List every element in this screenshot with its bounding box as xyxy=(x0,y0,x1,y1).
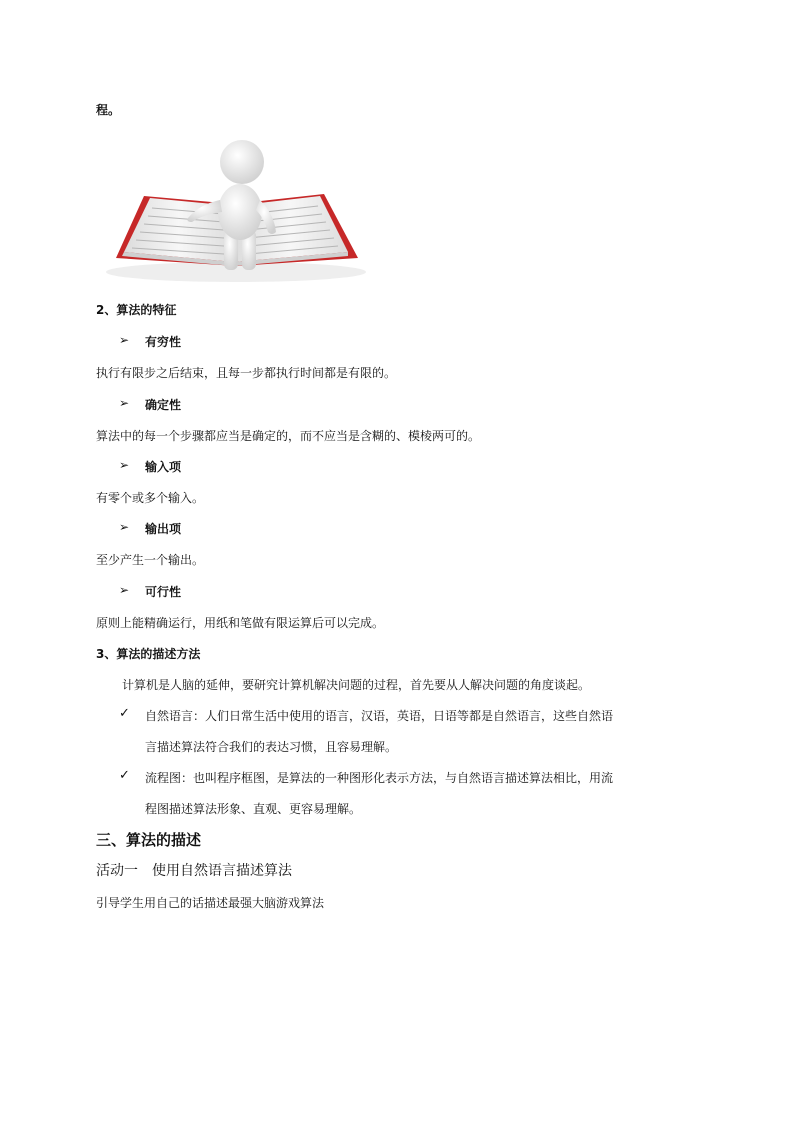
natural-language-line-1: 自然语言：人们日常生活中使用的语言，汉语，英语，日语等都是自然语言，这些自然语 xyxy=(145,709,614,723)
arrow-bullet-icon: ➢ xyxy=(119,583,130,597)
section-three-heading: 三、算法的描述 xyxy=(96,831,202,849)
feature-feasibility-title: 可行性 xyxy=(145,585,182,599)
feature-definiteness-title: 确定性 xyxy=(145,398,182,412)
feature-input-desc: 有零个或多个输入。 xyxy=(96,491,205,505)
feature-definiteness-desc: 算法中的每一个步骤都应当是确定的，而不应当是含糊的、模棱两可的。 xyxy=(96,429,481,443)
flowchart-line-2: 程图描述算法形象、直观、更容易理解。 xyxy=(145,802,362,816)
natural-language-line-2: 言描述算法符合我们的表达习惯，且容易理解。 xyxy=(145,740,398,754)
feature-output-title: 输出项 xyxy=(145,522,182,536)
check-bullet-icon: ✓ xyxy=(119,706,130,721)
paragraph-tail: 程。 xyxy=(96,103,121,117)
section-3-intro: 计算机是人脑的延伸，要研究计算机解决问题的过程，首先要从人解决问题的角度谈起。 xyxy=(122,678,591,692)
feature-feasibility-desc: 原则上能精确运行，用纸和笔做有限运算后可以完成。 xyxy=(96,616,385,630)
guide-text: 引导学生用自己的话描述最强大脑游戏算法 xyxy=(96,896,325,910)
feature-input-title: 输入项 xyxy=(145,460,182,474)
person-on-book-image xyxy=(96,134,369,284)
person-on-book-icon xyxy=(96,134,369,284)
check-bullet-icon: ✓ xyxy=(119,768,130,783)
arrow-bullet-icon: ➢ xyxy=(119,520,130,534)
activity-one-title: 活动一 使用自然语言描述算法 xyxy=(96,863,292,879)
arrow-bullet-icon: ➢ xyxy=(119,333,130,347)
section-2-title: 2、算法的特征 xyxy=(96,303,177,317)
feature-output-desc: 至少产生一个输出。 xyxy=(96,553,205,567)
section-3-title: 3、算法的描述方法 xyxy=(96,647,201,661)
arrow-bullet-icon: ➢ xyxy=(119,396,130,410)
feature-finiteness-title: 有穷性 xyxy=(145,335,182,349)
flowchart-line-1: 流程图：也叫程序框图，是算法的一种图形化表示方法，与自然语言描述算法相比，用流 xyxy=(145,771,614,785)
arrow-bullet-icon: ➢ xyxy=(119,458,130,472)
feature-finiteness-desc: 执行有限步之后结束，且每一步都执行时间都是有限的。 xyxy=(96,366,397,380)
